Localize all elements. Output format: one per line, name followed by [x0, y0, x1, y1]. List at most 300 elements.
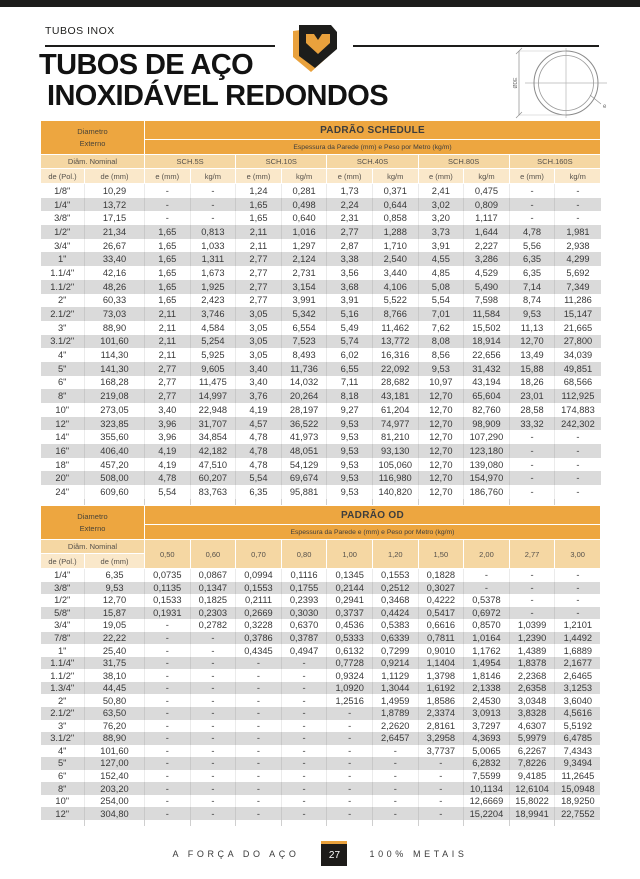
value-cell: 1,3798 [418, 669, 464, 682]
value-cell: 12,70 [418, 471, 464, 485]
value-cell: 7,598 [464, 294, 510, 308]
value-cell: 0,0994 [236, 569, 282, 582]
top-black-bar [0, 0, 640, 7]
value-cell: 1,644 [464, 225, 510, 239]
nominal-inch-cell: 1/2" [54, 226, 71, 237]
nominal-mm-cell: 22,22 [85, 632, 145, 645]
value-cell: 9,53 [418, 362, 464, 376]
value-cell: - [190, 632, 236, 645]
table-row [41, 782, 601, 795]
nominal-mm-cell: 9,53 [85, 582, 145, 595]
value-cell: - [555, 184, 601, 198]
nominal-mm-cell: 42,16 [85, 266, 145, 280]
nominal-inch-cell: 1.1/4" [50, 267, 75, 278]
value-cell: 4,78 [236, 458, 282, 472]
nominal-inch-cell: 3.1/2" [50, 733, 75, 744]
value-cell: 47,510 [190, 458, 236, 472]
value-cell: 9,53 [509, 307, 555, 321]
value-cell: - [509, 569, 555, 582]
value-cell: 2,2620 [372, 720, 418, 733]
value-cell: 3,0348 [509, 694, 555, 707]
value-cell: 4,78 [236, 430, 282, 444]
thickness-unit-header: e (mm) [509, 169, 555, 184]
nominal-inch-cell: 5" [58, 363, 67, 374]
value-cell: - [236, 657, 282, 670]
value-cell: 0,1345 [327, 569, 373, 582]
value-cell: 2,1677 [555, 657, 601, 670]
value-cell: 0,0867 [190, 569, 236, 582]
value-cell: - [555, 198, 601, 212]
value-cell: - [281, 669, 327, 682]
table-row [41, 184, 601, 198]
table-row [41, 619, 601, 632]
value-cell: 3,7297 [464, 720, 510, 733]
table-row [41, 594, 601, 607]
value-cell: 2,227 [464, 239, 510, 253]
table-row [41, 607, 601, 620]
value-cell: 5,692 [555, 266, 601, 280]
value-cell: - [236, 795, 282, 808]
value-cell: - [190, 745, 236, 758]
corner-header-line1: Diametro [77, 126, 108, 136]
value-cell: 1,033 [190, 239, 236, 253]
value-cell: 5,16 [327, 307, 373, 321]
value-cell: - [190, 682, 236, 695]
table-row [41, 657, 601, 670]
nominal-inch-cell: 6" [58, 771, 67, 782]
value-cell: - [145, 632, 191, 645]
thickness-unit-header: e (mm) [145, 169, 191, 184]
value-cell: - [145, 720, 191, 733]
value-cell: - [190, 644, 236, 657]
corner-header [41, 121, 145, 155]
value-cell: 68,566 [555, 376, 601, 390]
value-cell: 1,2390 [509, 632, 555, 645]
tick-cell [464, 820, 510, 826]
value-cell: 1,65 [236, 211, 282, 225]
value-cell: - [190, 211, 236, 225]
value-cell: 2,4530 [464, 694, 510, 707]
value-cell: 1,65 [236, 198, 282, 212]
value-cell: 81,210 [372, 430, 418, 444]
table-row [41, 795, 601, 808]
nominal-mm-cell: 88,90 [85, 321, 145, 335]
nominal-mm-cell: 219,08 [85, 389, 145, 403]
value-cell: 1,2516 [327, 694, 373, 707]
value-cell: - [281, 782, 327, 795]
value-cell: 1,0920 [327, 682, 373, 695]
nominal-mm-cell: 127,00 [85, 757, 145, 770]
value-cell: 0,1553 [372, 569, 418, 582]
value-cell: 1,65 [145, 252, 191, 266]
value-cell: 43,194 [464, 376, 510, 390]
weight-unit-header: kg/m [281, 169, 327, 184]
tick-cell [372, 820, 418, 826]
value-cell: 0,6616 [418, 619, 464, 632]
value-cell: 0,5383 [372, 619, 418, 632]
value-cell: 5,490 [464, 280, 510, 294]
value-cell: 2,77 [145, 389, 191, 403]
table-row [41, 389, 601, 403]
nominal-mm-cell: 6,35 [85, 569, 145, 582]
value-cell: 3,02 [418, 198, 464, 212]
value-cell: 12,6104 [509, 782, 555, 795]
thickness-unit-header: e (mm) [236, 169, 282, 184]
value-cell: 7,4343 [555, 745, 601, 758]
value-cell: 16,316 [372, 348, 418, 362]
nominal-inch-cell: 8" [58, 783, 67, 794]
value-cell: 3,286 [464, 252, 510, 266]
nominal-mm-cell: 26,67 [85, 239, 145, 253]
value-cell: 1,65 [145, 239, 191, 253]
value-cell: 4,299 [555, 252, 601, 266]
value-cell: 0,5333 [327, 632, 373, 645]
value-cell: 1,2101 [555, 619, 601, 632]
value-cell: 0,5378 [464, 594, 510, 607]
nominal-inch-cell: 1.1/2" [50, 281, 75, 292]
page-number-badge: 27 [321, 841, 347, 866]
value-cell: 2,11 [145, 348, 191, 362]
value-cell: 15,147 [555, 307, 601, 321]
tick-cell [555, 499, 601, 505]
value-cell: 3,154 [281, 280, 327, 294]
value-cell: 43,181 [372, 389, 418, 403]
nominal-mm-cell: 38,10 [85, 669, 145, 682]
value-cell: - [281, 707, 327, 720]
value-cell: 12,70 [418, 417, 464, 431]
value-cell: 3,8328 [509, 707, 555, 720]
value-cell: 0,1755 [281, 582, 327, 595]
value-cell: 2,8161 [418, 720, 464, 733]
value-cell: - [145, 807, 191, 820]
value-cell: 4,106 [372, 280, 418, 294]
value-cell: 18,26 [509, 376, 555, 390]
value-cell: 3,05 [236, 348, 282, 362]
value-cell: - [190, 184, 236, 198]
value-cell: 5,5192 [555, 720, 601, 733]
value-cell: 0,475 [464, 184, 510, 198]
value-cell: 60,207 [190, 471, 236, 485]
value-cell: 9,53 [327, 471, 373, 485]
value-cell: 27,800 [555, 335, 601, 349]
value-cell: 18,9941 [509, 807, 555, 820]
table-row [41, 682, 601, 695]
value-cell: 15,88 [509, 362, 555, 376]
table-row [41, 569, 601, 582]
value-cell: 0,2303 [190, 607, 236, 620]
value-cell: 0,2111 [236, 594, 282, 607]
nominal-mm-cell: 304,80 [85, 807, 145, 820]
value-cell: 5,54 [236, 471, 282, 485]
value-cell: - [509, 211, 555, 225]
nominal-inch-cell: 4" [58, 745, 67, 756]
value-cell: - [236, 807, 282, 820]
value-cell: 22,092 [372, 362, 418, 376]
table-row [41, 582, 601, 595]
value-cell: 1,0164 [464, 632, 510, 645]
wall-thickness-label: e [603, 104, 607, 110]
nominal-inch-cell: 5/8" [54, 607, 71, 618]
value-cell: 4,529 [464, 266, 510, 280]
value-cell: 12,70 [418, 444, 464, 458]
weight-unit-header: kg/m [372, 169, 418, 184]
value-cell: 9,53 [327, 417, 373, 431]
value-cell: 31,707 [190, 417, 236, 431]
od-table-subtitle: Espessura da Parede e (mm) e Peso por Metro (kg/m) [145, 525, 601, 540]
value-cell: 0,7728 [327, 657, 373, 670]
value-cell: 98,909 [464, 417, 510, 431]
table-row [41, 348, 601, 362]
table-row [41, 376, 601, 390]
table-row [41, 707, 601, 720]
nominal-inch-cell: 3" [58, 322, 67, 333]
value-cell: - [281, 795, 327, 808]
nominal-mm-cell: 48,26 [85, 280, 145, 294]
value-cell: 2,77 [236, 266, 282, 280]
value-cell: 1,8586 [418, 694, 464, 707]
value-cell: 83,763 [190, 485, 236, 499]
nominal-mm-cell: 21,34 [85, 225, 145, 239]
wall-thickness-header: 0,70 [236, 540, 282, 569]
value-cell: 0,6339 [372, 632, 418, 645]
value-cell: 3,746 [190, 307, 236, 321]
value-cell: 3,73 [418, 225, 464, 239]
value-cell: 6,55 [327, 362, 373, 376]
od-table-title: PADRÃO OD [145, 506, 601, 525]
value-cell: 3,91 [327, 294, 373, 308]
value-cell: 0,4424 [372, 607, 418, 620]
value-cell: 2,540 [372, 252, 418, 266]
page-title-line1: TUBOS DE AÇO [39, 49, 254, 81]
value-cell: 8,56 [418, 348, 464, 362]
value-cell: - [190, 807, 236, 820]
nominal-inch-cell: 10" [55, 796, 70, 807]
value-cell: 1,65 [145, 294, 191, 308]
value-cell: - [190, 795, 236, 808]
value-cell: 12,6669 [464, 795, 510, 808]
value-cell: - [509, 485, 555, 499]
tick-cell [190, 820, 236, 826]
value-cell: 22,7552 [555, 807, 601, 820]
value-cell: 3,91 [418, 239, 464, 253]
value-cell: - [327, 707, 373, 720]
value-cell: 1,673 [190, 266, 236, 280]
tick-cell [327, 820, 373, 826]
value-cell: - [145, 782, 191, 795]
nominal-mm-cell: 17,15 [85, 211, 145, 225]
value-cell: 3,0913 [464, 707, 510, 720]
tick-cell [41, 499, 85, 505]
value-cell: 28,197 [281, 403, 327, 417]
value-cell: 5,54 [145, 485, 191, 499]
value-cell: 9,53 [327, 485, 373, 499]
value-cell: - [281, 745, 327, 758]
nominal-mm-cell: 101,60 [85, 745, 145, 758]
value-cell: 1,4954 [464, 657, 510, 670]
value-cell: 1,0399 [509, 619, 555, 632]
value-cell: 8,766 [372, 307, 418, 321]
value-cell: 54,129 [281, 458, 327, 472]
value-cell: 1,24 [236, 184, 282, 198]
value-cell: 15,2204 [464, 807, 510, 820]
value-cell: 1,73 [327, 184, 373, 198]
od-table [40, 505, 601, 826]
value-cell: 12,70 [418, 485, 464, 499]
value-cell: 123,180 [464, 444, 510, 458]
value-cell: 0,7811 [418, 632, 464, 645]
value-cell: 3,68 [327, 280, 373, 294]
value-cell: - [190, 782, 236, 795]
value-cell: 0,3737 [327, 607, 373, 620]
value-cell: 1,016 [281, 225, 327, 239]
value-cell: 82,760 [464, 403, 510, 417]
table-row [41, 644, 601, 657]
value-cell: - [418, 807, 464, 820]
wall-thickness-header: 0,50 [145, 540, 191, 569]
value-cell: 4,85 [418, 266, 464, 280]
value-cell: - [555, 430, 601, 444]
value-cell: 2,11 [236, 239, 282, 253]
nominal-inch-cell: 3.1/2" [50, 336, 75, 347]
nominal-inch-cell: 10" [55, 404, 70, 415]
value-cell: 0,3468 [372, 594, 418, 607]
value-cell: 3,7737 [418, 745, 464, 758]
tick-cell [85, 499, 145, 505]
value-cell: 4,57 [236, 417, 282, 431]
value-cell: 1,65 [145, 225, 191, 239]
weight-unit-header: kg/m [190, 169, 236, 184]
value-cell: - [236, 757, 282, 770]
value-cell: - [190, 669, 236, 682]
value-cell: 105,060 [372, 458, 418, 472]
thickness-unit-header: e (mm) [418, 169, 464, 184]
value-cell: 5,522 [372, 294, 418, 308]
value-cell: 13,49 [509, 348, 555, 362]
value-cell: 3,6040 [555, 694, 601, 707]
value-cell: 11,475 [190, 376, 236, 390]
value-cell: 2,77 [236, 280, 282, 294]
value-cell: 3,40 [145, 403, 191, 417]
value-cell: 242,302 [555, 417, 601, 431]
value-cell: - [327, 795, 373, 808]
value-cell: - [555, 471, 601, 485]
value-cell: 1,4389 [509, 644, 555, 657]
value-cell: 3,40 [236, 376, 282, 390]
value-cell: 9,53 [327, 444, 373, 458]
wall-thickness-header: 1,50 [418, 540, 464, 569]
value-cell: 0,1931 [145, 607, 191, 620]
value-cell: 1,65 [145, 266, 191, 280]
value-cell: 9,53 [327, 430, 373, 444]
value-cell: 3,38 [327, 252, 373, 266]
value-cell: - [145, 745, 191, 758]
table-row [41, 266, 601, 280]
weight-unit-header: kg/m [464, 169, 510, 184]
value-cell: - [190, 770, 236, 783]
tick-cell [418, 820, 464, 826]
value-cell: 7,62 [418, 321, 464, 335]
value-cell: 0,9010 [418, 644, 464, 657]
value-cell: - [145, 707, 191, 720]
nominal-inch-cell: 2.1/2" [50, 309, 75, 320]
value-cell: 0,1553 [236, 582, 282, 595]
value-cell: 3,96 [145, 417, 191, 431]
sch-class-header: SCH.40S [327, 155, 418, 169]
value-cell: 5,342 [281, 307, 327, 321]
value-cell: 1,3044 [372, 682, 418, 695]
value-cell: - [509, 444, 555, 458]
value-cell: 0,1116 [281, 569, 327, 582]
value-cell: - [372, 745, 418, 758]
value-cell: 0,2782 [190, 619, 236, 632]
table-row [41, 280, 601, 294]
value-cell: 12,70 [418, 430, 464, 444]
value-cell: - [327, 770, 373, 783]
value-cell: 1,6192 [418, 682, 464, 695]
tick-cell [281, 820, 327, 826]
tick-cell [236, 499, 282, 505]
value-cell: - [145, 757, 191, 770]
table-row [41, 458, 601, 472]
value-cell: 8,08 [418, 335, 464, 349]
value-cell: - [236, 770, 282, 783]
nominal-inch-cell: 1.1/2" [50, 670, 75, 681]
value-cell: 11,584 [464, 307, 510, 321]
nominal-mm-cell: 323,85 [85, 417, 145, 431]
value-cell: 0,4222 [418, 594, 464, 607]
value-cell: - [236, 782, 282, 795]
nominal-inch-cell: 14" [55, 432, 70, 443]
table-row [41, 362, 601, 376]
value-cell: - [281, 757, 327, 770]
value-cell: 9,3494 [555, 757, 601, 770]
value-cell: 93,130 [372, 444, 418, 458]
table-row [41, 335, 601, 349]
nominal-mm-cell: 254,00 [85, 795, 145, 808]
value-cell: 0,0735 [145, 569, 191, 582]
value-cell: 2,77 [327, 225, 373, 239]
corner-header-line2: Externo [79, 523, 106, 533]
value-cell: 0,2144 [327, 582, 373, 595]
value-cell: - [555, 485, 601, 499]
value-cell: - [555, 582, 601, 595]
corner-header-line2: Externo [79, 138, 106, 148]
value-cell: 74,977 [372, 417, 418, 431]
value-cell: - [509, 471, 555, 485]
value-cell: 3,40 [236, 362, 282, 376]
schedule-table [40, 120, 601, 505]
value-cell: 154,970 [464, 471, 510, 485]
value-cell: - [190, 720, 236, 733]
value-cell: 2,77 [236, 252, 282, 266]
value-cell: 9,605 [190, 362, 236, 376]
value-cell: 0,3786 [236, 632, 282, 645]
value-cell: - [145, 732, 191, 745]
value-cell: 10,1134 [464, 782, 510, 795]
value-cell: 5,74 [327, 335, 373, 349]
value-cell: 0,2512 [372, 582, 418, 595]
corner-header-line1: Diametro [77, 511, 108, 521]
value-cell: - [555, 594, 601, 607]
sch-class-header: SCH.80S [418, 155, 509, 169]
value-cell: - [190, 732, 236, 745]
value-cell: 6,02 [327, 348, 373, 362]
value-cell: - [555, 607, 601, 620]
tick-cell [327, 499, 373, 505]
table-row [41, 632, 601, 645]
value-cell: 3,2958 [418, 732, 464, 745]
nominal-mm-cell: 355,60 [85, 430, 145, 444]
